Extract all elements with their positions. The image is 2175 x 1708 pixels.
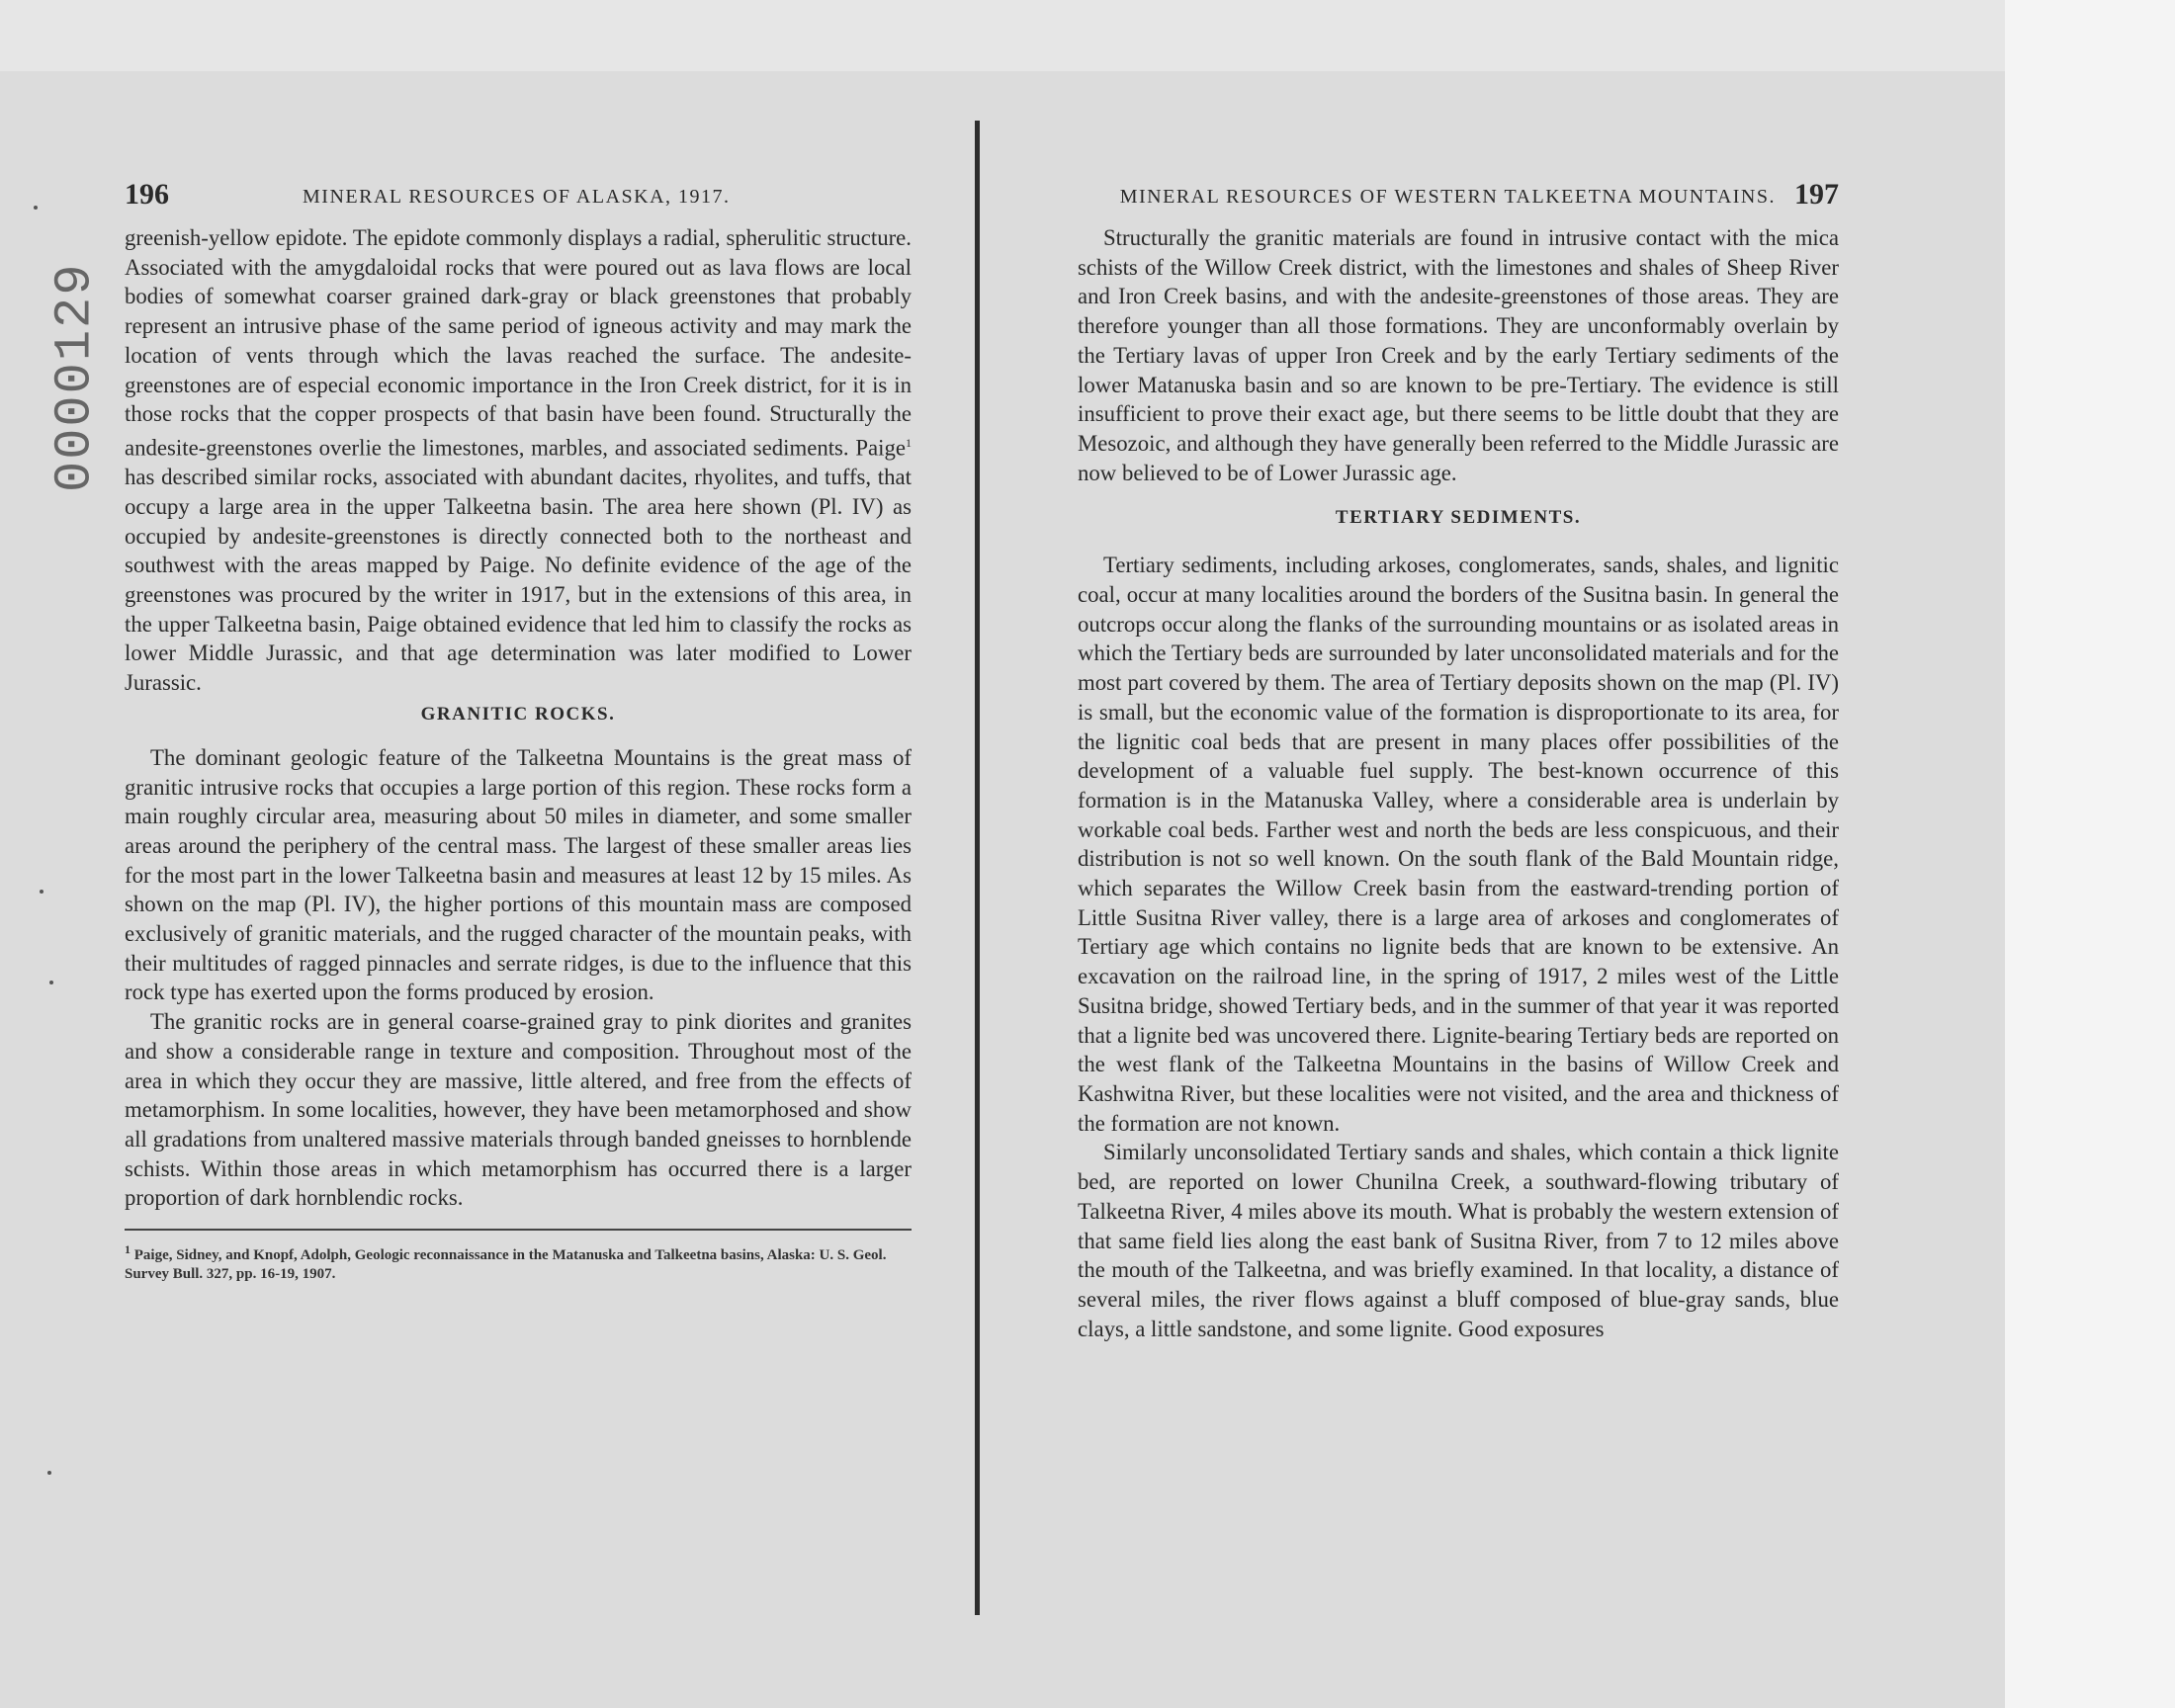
left-page [125, 178, 912, 1284]
left-body [125, 223, 912, 1213]
left-paragraph-1: greenish-yellow epidote. The epidote commonly displays a radial, spherulitic structure. Associated with the amygdaloidal rocks that were poured out as lava flows are local bodies of somewhat coarser grained dark-gray or black greenstones that probably represent an intrusive phase of the same period of igneous activity and may mark the location of vents through which the lavas reached the surface. The andesite-greenstones are of especial economic importance in the Iron Creek district, for it is in those rocks that the copper prospects of that basin have been found. Structurally the andesite-greenstones overlie the limestones, marbles, and associated sediments. Paige$^1$ has described similar rocks, associated with abundant dacites, rhyolites, and tuffs, that occupy a large area in the upper Talkeetna basin. The area here shown (Pl. IV) as occupied by andesite-greenstones is directly connected both to the northeast and southwest with the areas mapped by Paige. No definite evidence of the age of the greenstones was procured by the writer in 1917, but in the extensions of this area, in the upper Talkeetna basin, Paige obtained evidence that led him to classify the rocks as lower Middle Jurassic, and that age determination was later modified to Lower Jurassic. [125, 225, 912, 696]
left-paragraph-3: The granitic rocks are in general coarse-grained gray to pink diorites and granites and show a considerable range in texture and composition. Throughout most of the area in which they occur they are massive, little altered, and free from the effects of metamorphism. In some localities, however, they have been metamorphosed and show all gradations from unaltered massive materials through banded gneisses to hornblende schists. Within those areas in which metamorphism has occurred there is a larger proportion of dark hornblendic rocks. [125, 1009, 912, 1211]
scan-speck [47, 1471, 51, 1475]
right-running-title: MINERAL RESOURCES OF WESTERN TALKEETNA MOUNTAINS. [1119, 186, 1776, 208]
scan-speck [49, 981, 53, 984]
left-running-head [125, 178, 912, 223]
heading-granitic-rocks: GRANITIC ROCKS. [420, 703, 616, 725]
right-body [1078, 223, 1839, 1343]
right-page [1078, 178, 1839, 1343]
left-page-number: 196 [125, 178, 169, 211]
scan-speck [34, 206, 38, 210]
right-page-number: 197 [1794, 178, 1839, 211]
footnote-rule [125, 1229, 912, 1231]
left-running-title: MINERAL RESOURCES OF ALASKA, 1917. [303, 186, 731, 208]
right-paragraph-2: Tertiary sediments, including arkoses, conglomerates, sands, shales, and lignitic coal, occur at many localities around the borders of the Susitna basin. In general the outcrops occur along the flanks of the surrounding mountains or as isolated areas in which the Tertiary beds are surrounded by later unconsolidated materials and for the most part covered by them. The area of Tertiary deposits shown on the map (Pl. IV) is small, but the economic value of the formation is disproportionate to its area, for the lignitic coal beds that are present in many places offer possibilities of the development of a valuable fuel supply. The best-known occurrence of this formation is in the Matanuska Valley, where a considerable area is underlain by workable coal beds. Farther west and north the beds are less conspicuous, and their distribution is not so well known. On the south flank of the Bald Mountain ridge, which separates the Willow Creek basin from the eastward-trending portion of Little Susitna River valley, there is a large area of arkoses and conglomerates of Tertiary age which contains no lignite beds that are known to be extensive. An excavation on the railroad line, in the spring of 1917, 2 miles west of the Little Susitna bridge, showed Tertiary beds, and in the summer of that year it was reported that a lignite bed was uncovered there. Lignite-bearing Tertiary beds are reported on the west flank of the Talkeetna Mountains in the basins of Willow Creek and Kashwitna River, but these localities were not visited, and the area and thickness of the formation are not known. [1078, 553, 1839, 1136]
right-paragraph-1: Structurally the granitic materials are found in intrusive contact with the mica schists of the Willow Creek district, with the limestones and shales of Sheep River and Iron Creek basins, and with the andesite-greenstones of those areas. They are therefore younger than all those formations. They are unconformably overlain by the Tertiary lavas of upper Iron Creek and by the early Tertiary sediments of the lower Matanuska basin and so are known to be pre-Tertiary. The evidence is still insufficient to prove their exact age, but there seems to be little doubt that they are Mesozoic, and although they have generally been referred to the Middle Jurassic are now believed to be of Lower Jurassic age. [1078, 225, 1839, 485]
footnote-ref: 1 [906, 435, 912, 450]
page-gutter [975, 121, 980, 1615]
right-paragraph-3: Similarly unconsolidated Tertiary sands and shales, which contain a thick lignite bed, are reported on lower Chunilna Creek, a southward-flowing tributary of Talkeetna River, 4 miles above its mouth. What is probably the western extension of that same field lies along the east bank of Susitna River, from 7 to 12 miles above the mouth of the Talkeetna, and was briefly examined. In that locality, a distance of several miles, the river flows against a bluff composed of blue-gray sands, blue clays, a little sandstone, and some lignite. Good exposures [1078, 1140, 1839, 1341]
right-running-head [1078, 178, 1839, 223]
archive-stamp: 0000129 [45, 262, 105, 493]
scan-speck [40, 890, 44, 894]
scan-margin [2005, 0, 2175, 1708]
footnote: $^1$ Paige, Sidney, and Knopf, Adolph, Geologic reconnaissance in the Matanuska and Talkeetna basins, Alaska: U. S. Geol. Survey Bull. 327, pp. 16-19, 1907. [125, 1242, 887, 1283]
left-paragraph-2: The dominant geologic feature of the Talkeetna Mountains is the great mass of granitic intrusive rocks that occupies a large portion of this region. These rocks form a main roughly circular area, measuring about 50 miles in diameter, and some smaller areas around the periphery of the central mass. The largest of these smaller areas lies for the most part in the lower Talkeetna basin and measures at least 12 by 15 miles. As shown on the map (Pl. IV), the higher portions of this mountain mass are composed exclusively of granitic materials, and the rugged character of the mountain peaks, with their multitudes of ragged pinnacles and serrate ridges, is due to the influence that this rock type has exerted upon the forms produced by erosion. [125, 744, 912, 1005]
heading-tertiary-sediments: TERTIARY SEDIMENTS. [1335, 507, 1582, 529]
